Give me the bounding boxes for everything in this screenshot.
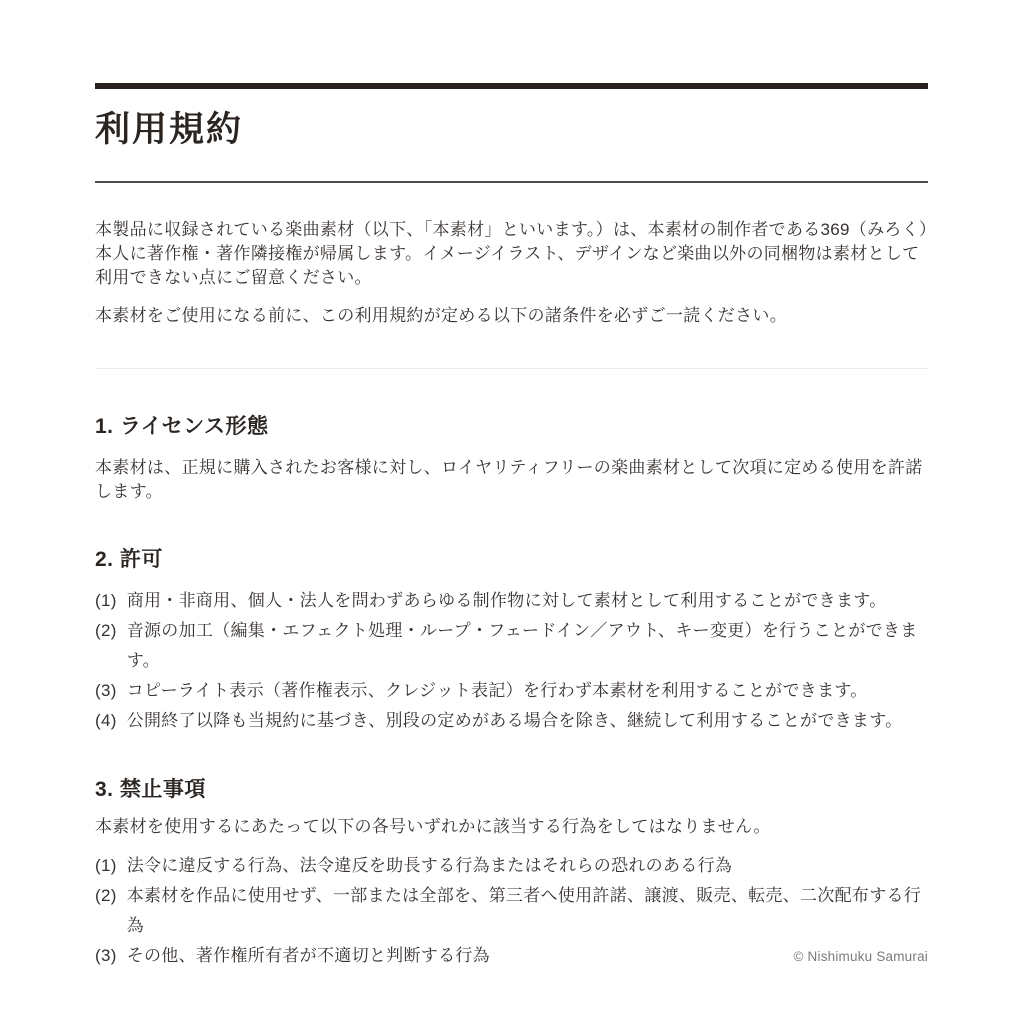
list-item [95,706,928,736]
list-item-number: (1) [95,855,117,875]
section-prohibitions-heading: 3. 禁止事項 [95,777,206,801]
list-item [95,676,928,706]
list-item-number: (3) [95,680,117,700]
list-item [95,851,928,881]
list-item-text: 音源の加工（編集・エフェクト処理・ループ・フェードイン／アウト、キー変更）を行うことができます。 [126,620,918,670]
section-permissions [95,546,928,735]
intro-paragraph-2: 本素材をご使用になる前に、この利用規約が定める以下の諸条件を必ずご一読ください。 [95,306,787,325]
list-item-text: 法令に違反する行為、法令違反を助長する行為またはそれらの恐れのある行為 [126,855,733,875]
list-item-text: 商用・非商用、個人・法人を問わずあらゆる制作物に対して素材として利用することができます。 [126,590,887,610]
intro-paragraph-1: 本製品に収録されている楽曲素材（以下、「本素材」といいます。）は、本素材の制作者である369（みろく）本人に著作権・著作隣接権が帰属します。イメージイラスト、デザインなど楽曲以外の同梱物は素材として利用できない点にご留意ください。 [95,220,928,287]
list-item [95,881,928,941]
list-item-text: コピーライト表示（著作権表示、クレジット表記）を行わず本素材を利用することができます。 [126,680,868,700]
section-prohibitions-body: 本素材を使用するにあたって以下の各号いずれかに該当する行為をしてはなりません。 [95,816,771,836]
section-permissions-heading: 2. 許可 [95,548,163,572]
permissions-list [95,586,928,736]
list-item [95,586,928,616]
top-divider-bar [95,83,928,89]
list-item-text: 本素材を作品に使用せず、一部または全部を、第三者へ使用許諾、譲渡、販売、転売、二次配布する行為 [126,885,922,935]
title-underline-rule [95,181,928,183]
list-item-number: (4) [95,710,117,730]
list-item-number: (3) [95,945,117,965]
list-item-text: その他、著作権所有者が不適切と判断する行為 [126,945,490,965]
list-item [95,616,928,676]
list-item-number: (2) [95,885,117,905]
list-item-text: 公開終了以降も当規約に基づき、別段の定めがある場合を除き、継続して利用することができます。 [126,710,903,730]
section-prohibitions [95,776,928,971]
section-license-body: 本素材は、正規に購入されたお客様に対し、ロイヤリティフリーの楽曲素材として次項に定める使用を許諾します。 [95,458,923,502]
page-title: 利用規約 [95,110,244,149]
list-item-number: (2) [95,620,117,640]
section-license [95,413,928,504]
list-item-number: (1) [95,590,117,610]
section-license-heading: 1. ライセンス形態 [95,415,269,438]
copyright-text: © Nishimuku Samurai [793,949,928,964]
section-divider [95,368,928,369]
